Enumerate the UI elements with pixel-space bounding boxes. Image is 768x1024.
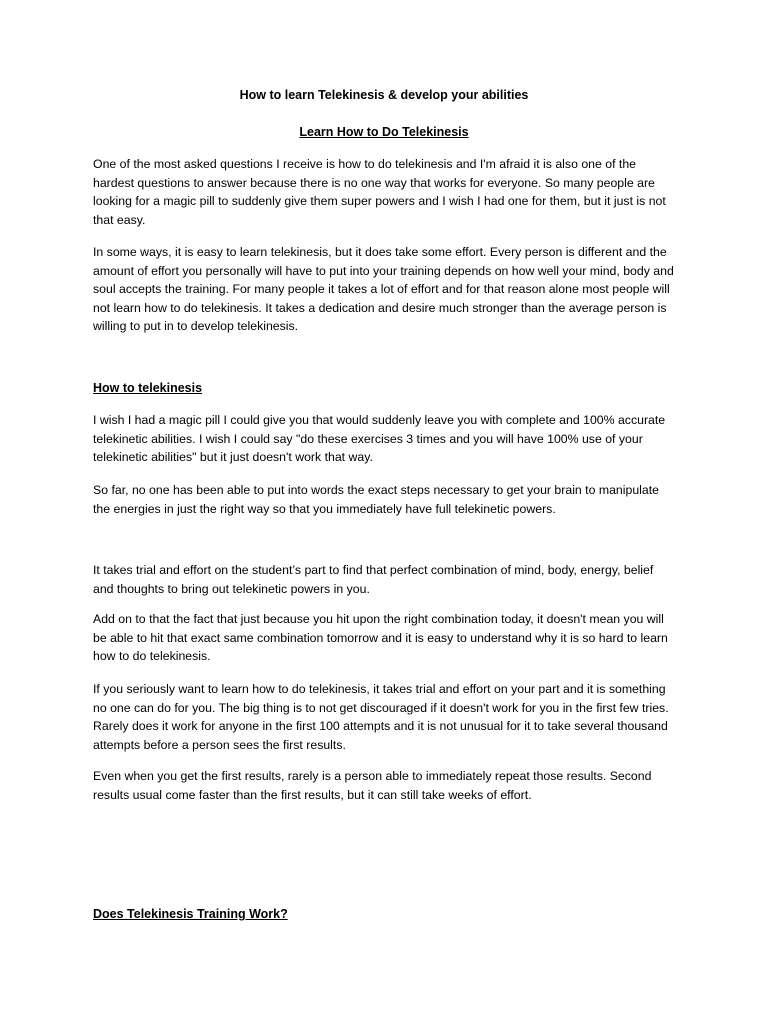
section-heading-training-work: Does Telekinesis Training Work? [93,907,288,921]
paragraph: I wish I had a magic pill I could give you that would suddenly leave you with complete and 100% accurate telekinetic abilities. I wish I could say "do these exercises 3 times and you will have 100% use of your telekinetic abilities" but it just doesn't work that way. [93,413,666,465]
paragraph: In some ways, it is easy to learn telekinesis, but it does take some effort. Every person is different and the amount of effort you personally will have to put into your training depends on how well your mind, body and soul accepts the training. For many people it takes a lot of effort and for that reason alone most people will not learn how to do telekinesis. It takes a dedication and desire much stronger than the average person is willing to put in to develop telekinesis. [93,245,674,334]
paragraph: So far, no one has been able to put into words the exact steps necessary to get your brain to manipulate the energies in just the right way so that you immediately have full telekinetic powers. [93,483,660,516]
document-subtitle: Learn How to Do Telekinesis [299,125,469,139]
paragraph: If you seriously want to learn how to do telekinesis, it takes trial and effort on your part and it is something no one can do for you. The big thing is to not get discouraged if it doesn't work for you in the first few tries. Rarely does it work for anyone in the first 100 attempts and it is not unusual for it to take several thousand attempts before a person sees the first results. [93,682,669,752]
document-title: How to learn Telekinesis & develop your abilities [239,88,529,102]
paragraph: Add on to that the fact that just because you hit upon the right combination today, it doesn't mean you will be able to hit that exact same combination tomorrow and it is easy to understand why it is so hard to learn how to do telekinesis. [93,612,668,664]
paragraph: Even when you get the first results, rarely is a person able to immediately repeat those results. Second results usual come faster than the first results, but it can still take weeks of effort. [93,769,652,802]
section-heading-how-to-telekinesis: How to telekinesis [93,381,203,395]
paragraph: One of the most asked questions I receive is how to do telekinesis and I'm afraid it is also one of the hardest questions to answer because there is no one way that works for everyone. So many people are looking for a magic pill to suddenly give them super powers and I wish I had one for them, but it just is not that easy. [93,157,666,227]
paragraph: It takes trial and effort on the student’s part to find that perfect combination of mind, body, energy, belief and thoughts to bring out telekinetic powers in you. [93,563,654,596]
